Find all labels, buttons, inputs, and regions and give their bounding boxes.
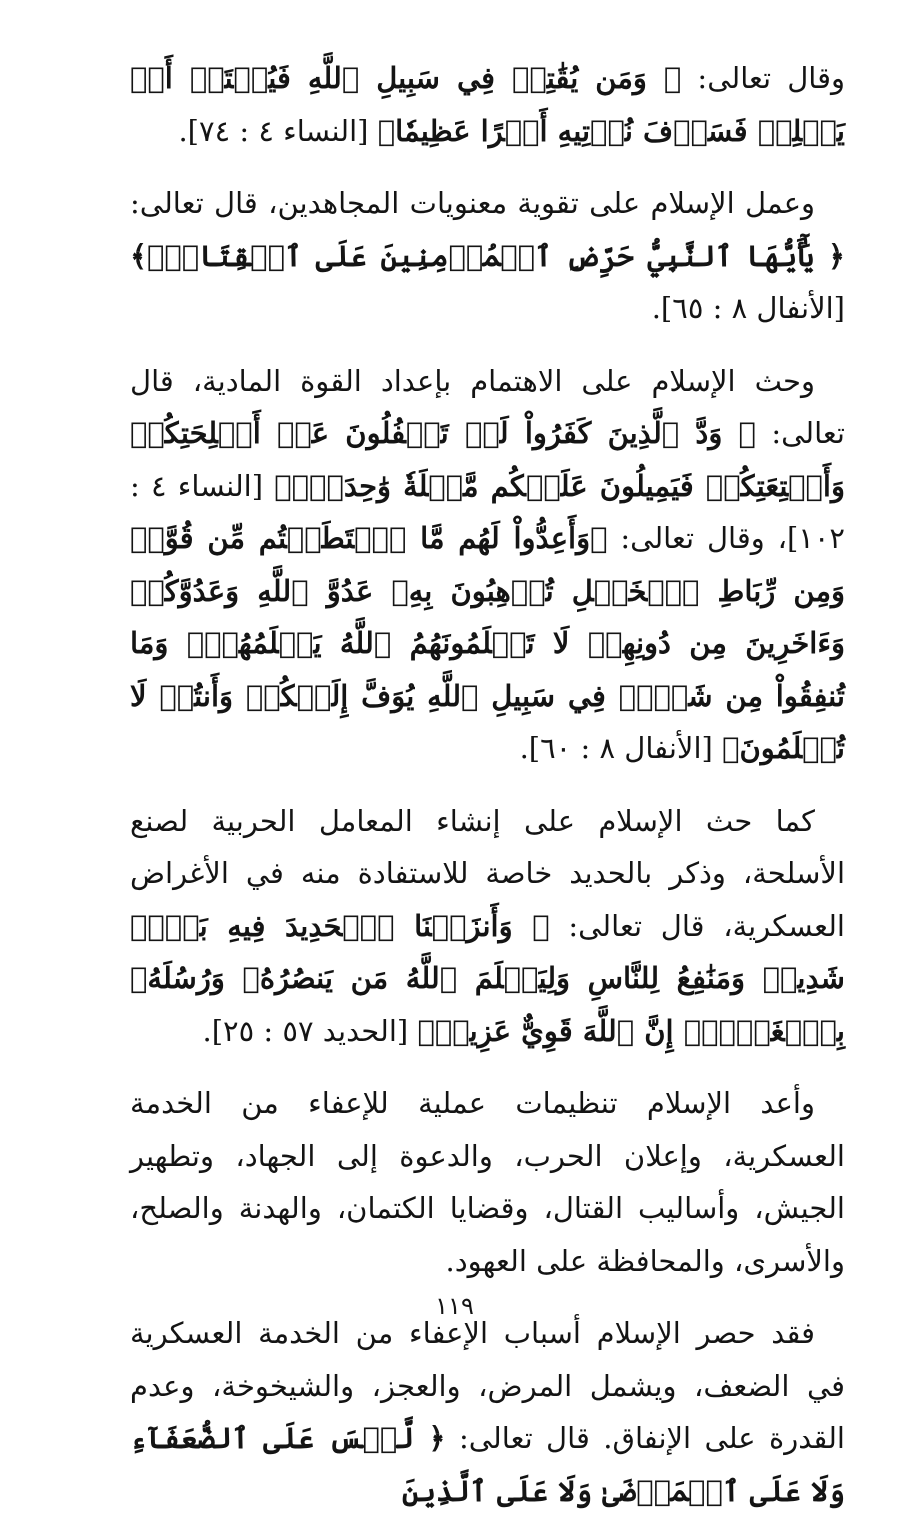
paragraph-5 xyxy=(130,1077,845,1287)
paragraph-3 xyxy=(130,355,845,775)
paragraph-5-text: وأعد الإسلام تنظيمات عملية للإعفاء من الخدمة العسكرية، وإعلان الحرب، والدعوة إلى الجهاد، وتطهير الجيش، وأساليب القتال، وقضايا الكتمان، والهدنة والصلح، والأسرى، والمحافظة على العهود. xyxy=(130,1086,845,1278)
paragraph-6-text: فقد حصر الإسلام أسباب الإعفاء من الخدمة العسكرية في الضعف، ويشمل المرض، والعجز، والشيخوخة، وعدم القدرة على الإنفاق. قال تعالى: xyxy=(130,1316,845,1455)
verse-citation: [الحديد ٥٧ : ٢٥]. xyxy=(202,1013,418,1048)
quran-verse-nisa-74: ﴿ وَمَن يُقَٰتِلۡ فِي سَبِيلِ ٱللَّهِ فَيُقۡتَلۡ أَوۡ يَغۡلِبۡ فَسَوۡفَ نُؤۡتِيهِ أَجۡرًا عَظِيمٗا﴾ xyxy=(130,61,845,148)
paragraph-4-text: كما حث الإسلام على إنشاء المعامل الحربية لصنع الأسلحة، وذكر بالحديد خاصة للاستفادة منه في الأغراض العسكرية، قال تعالى: xyxy=(130,803,845,943)
quran-verse-anfal-60: ﴿وَأَعِدُّواْ لَهُم مَّا ٱسۡتَطَعۡتُم مِّن قُوَّةٖ وَمِن رِّبَاطِ ٱلۡخَيۡلِ تُرۡهِبُونَ بِهِۦ عَدُوَّ ٱللَّهِ وَعَدُوَّكُمۡ وَءَاخَرِينَ مِن دُونِهِمۡ لَا تَعۡلَمُونَهُمُ ٱللَّهُ يَعۡلَمُهُمۡۚ وَمَا تُنفِقُواْ مِن شَيۡءٖ فِي سَبِيلِ ٱللَّهِ يُوَفَّ إِلَيۡكُمۡ وَأَنتُمۡ لَا تُظۡلَمُونَ﴾ xyxy=(130,521,845,765)
paragraph-4 xyxy=(130,795,845,1058)
quran-verse-tawbah-91: ﴿ لَّيۡسَ عَلَى ٱلضُّعَفَآءِ وَلَا عَلَى ٱلۡمَرۡضَىٰ وَلَا عَلَى ٱلَّذِينَ xyxy=(130,1421,845,1508)
verse-citation: [الأنفال ٨ : ٦٠]. xyxy=(519,731,723,765)
quran-verse-anfal-65: ﴿ يَٰٓأَيُّهَا ٱلنَّبِيُّ حَرِّضِ ٱلۡمُؤۡمِنِينَ عَلَى ٱلۡقِتَالِۚ﴾ xyxy=(130,238,845,273)
paragraph-1-text: وقال تعالى: xyxy=(681,61,845,95)
verse-citation: [النساء ٤ : ٧٤]. xyxy=(178,113,378,148)
quran-verse-hadid-25: ﴿ وَأَنزَلۡنَا ٱلۡحَدِيدَ فِيهِ بَأۡسٞ شَدِيدٞ وَمَنَٰفِعُ لِلنَّاسِ وَلِيَعۡلَمَ ٱللَّهُ مَن يَنصُرُهُۥ وَرُسُلَهُۥ بِٱلۡغَيۡبِۚ إِنَّ ٱللَّهَ قَوِيٌّ عَزِيزٞ﴾ xyxy=(130,908,845,1048)
paragraph-3-text: وحث الإسلام على الاهتمام بإعداد القوة المادية، قال تعالى: xyxy=(130,363,845,450)
paragraph-6 xyxy=(130,1307,845,1517)
paragraph-2 xyxy=(130,177,845,335)
paragraph-1 xyxy=(130,52,845,157)
paragraph-3-middle-text: [النساء ٤ : ١٠٢]، وقال تعالى: xyxy=(130,468,845,555)
quran-verse-nisa-102: ﴿ وَدَّ ٱلَّذِينَ كَفَرُواْ لَوۡ تَغۡفُلُونَ عَنۡ أَسۡلِحَتِكُمۡ وَأَمۡتِعَتِكُمۡ فَيَمِيلُونَ عَلَيۡكُم مَّيۡلَةٗ وَٰحِدَةٗۚ﴾ xyxy=(130,416,845,503)
page-number: ١١٩ xyxy=(435,1292,474,1320)
paragraph-2-text: وعمل الإسلام على تقوية معنويات المجاهدين، قال تعالى: xyxy=(130,186,815,220)
verse-citation: [الأنفال ٨ : ٦٥]. xyxy=(651,291,845,325)
